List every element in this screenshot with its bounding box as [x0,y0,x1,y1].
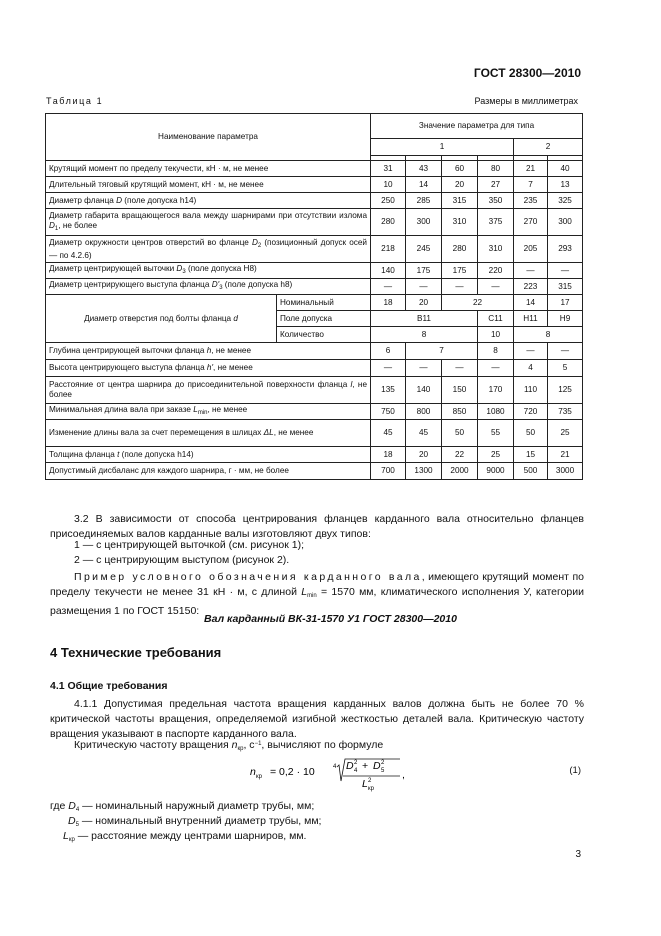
table-caption: Таблица 1 [46,96,104,106]
cell: — [371,279,406,295]
cell: — [478,360,514,377]
cell: 20 [406,295,442,311]
cell: 50 [514,420,548,447]
cell: 2000 [442,463,478,480]
table-row [46,420,583,447]
cell: 325 [548,193,583,209]
cell: 1080 [478,404,514,420]
paragraph-3-2: 3.2 В зависимости от способа центрирования фланцев карданного вала относительно фланцев присоединяемых валов карданные валы изготовляют двух типов: [50,513,584,540]
cell: 280 [371,209,406,236]
cell: — [406,279,442,295]
cell: — [478,279,514,295]
cell: 20 [442,177,478,193]
svg-text:5: 5 [381,768,385,774]
row-label: Глубина центрирующей выточки фланца h, не менее [46,343,371,360]
cell: 175 [406,263,442,279]
svg-text:D: D [373,760,381,772]
cell: 14 [514,295,548,311]
cell: 5 [548,360,583,377]
cell: 245 [406,236,442,263]
cell: B11 [371,311,478,327]
cell: 55 [478,420,514,447]
cell: — [548,263,583,279]
row-label: Высота центрирующего выступа фланца h', не менее [46,360,371,377]
cell: 125 [548,377,583,404]
critical-frequency-line: Критическую частоту вращения $n_{кр}$, $с^{-1}$, вычисляют по формуле [74,739,384,752]
where-lkp: $L_{кр}$ — расстояние между центрами шарниров, мм. [63,830,307,843]
table-units: Размеры в миллиметрах [474,96,578,106]
page-number: 3 [575,849,581,860]
cell: — [442,360,478,377]
cell: 310 [478,236,514,263]
svg-text:,: , [402,769,405,781]
table-row [46,295,583,311]
cell: 315 [442,193,478,209]
cell: 18 [371,447,406,463]
svg-text:L: L [362,778,368,790]
cell: 22 [442,295,514,311]
cell: 735 [548,404,583,420]
svg-text:4: 4 [333,764,337,770]
cell: 31 [371,161,406,177]
cell: 500 [514,463,548,480]
cell: 43 [406,161,442,177]
cell: 170 [478,377,514,404]
cell: 50 [442,420,478,447]
table-row [46,263,583,279]
example-paragraph: Пример условного обозначения карданного вала, имеющего крутящий момент по пределу текучести не менее 31 кН · м, с длиной $L_{min} = 1570$ мм, климатического исполнения У, категории размещения 1 по ГОСТ 15150: [50,571,585,617]
cell: 223 [514,279,548,295]
row-label: Диаметр центрирующего выступа фланца $D'_3$ (поле допуска h8) [46,279,371,295]
table-row [46,377,583,404]
cell: — [514,263,548,279]
cell: 140 [371,263,406,279]
cell: 7 [514,177,548,193]
type-2-item: 2 — с центрирующим выступом (рисунок 2). [74,554,290,566]
table-row [46,209,583,236]
cell: 18 [371,295,406,311]
cell: 4 [514,360,548,377]
section-4-1-heading: 4.1 Общие требования [50,680,168,692]
cell: 280 [442,236,478,263]
cell: 8 [514,327,583,343]
cell: 175 [442,263,478,279]
parameter-table [45,113,583,480]
svg-text:D: D [346,760,354,772]
cell: 8 [478,343,514,360]
row-label: Длительный тяговый крутящий момент, кН · м, не менее [46,177,371,193]
cell: 25 [548,420,583,447]
svg-text:2: 2 [368,778,372,784]
cell: C11 [478,311,514,327]
cell: 15 [514,447,548,463]
cell: 10 [371,177,406,193]
table-row [46,447,583,463]
sub-label: Номинальный [277,295,371,311]
cell: — [442,279,478,295]
cell: 9000 [478,463,514,480]
cell: 150 [442,377,478,404]
svg-text:+: + [362,760,369,772]
cell: 40 [548,161,583,177]
cell: 17 [548,295,583,311]
table-row [46,463,583,480]
cell: 300 [548,209,583,236]
cell: — [548,343,583,360]
example-designation: Вал карданный ВК-31-1570 У1 ГОСТ 28300—2010 [204,613,457,625]
cell: 220 [478,263,514,279]
cell: 850 [442,404,478,420]
cell: 285 [406,193,442,209]
row-label: Толщина фланца t (поле допуска h14) [46,447,371,463]
cell: 1300 [406,463,442,480]
cell: — [514,343,548,360]
cell: 6 [371,343,406,360]
cell: 7 [406,343,478,360]
cell: 45 [371,420,406,447]
cell: 315 [548,279,583,295]
table-row [46,343,583,360]
cell: 8 [371,327,478,343]
cell: 14 [406,177,442,193]
row-label: Минимальная длина вала при заказе $L_{min}$, не менее [46,404,371,420]
table-row [46,236,583,263]
section-4-heading: 4 Технические требования [50,645,222,660]
svg-text:кр: кр [256,774,262,780]
paragraph-4-1-1: 4.1.1 Допустимая предельная частота вращения карданных валов должна быть не более 70 % критической частоты вращения, определяемой изгибной жесткостью деталей вала. Критическую частоту вращения указывают в паспорте карданного вала. [50,698,584,740]
row-label: Расстояние от центра шарнира до присоединительной поверхности фланца l, не более [46,377,371,404]
cell: 235 [514,193,548,209]
row-label: Диаметр габарита вращающегося вала между шарнирами при отсутствии излома $D_1$, не более [46,209,371,236]
cell: 250 [371,193,406,209]
cell: 110 [514,377,548,404]
cell: 10 [478,327,514,343]
cell: 350 [478,193,514,209]
cell: H11 [514,311,548,327]
table-row [46,177,583,193]
cell: 750 [371,404,406,420]
header-type-2: 2 [514,139,583,156]
cell: 27 [478,177,514,193]
sub-label: Количество [277,327,371,343]
cell: 20 [406,447,442,463]
cell: 800 [406,404,442,420]
cell: — [371,360,406,377]
row-label: Диаметр центрирующей выточки $D_3$ (поле допуска H8) [46,263,371,279]
cell: 13 [548,177,583,193]
cell: 45 [406,420,442,447]
sub-label: Поле допуска [277,311,371,327]
row-label: Диаметр окружности центров отверстий во фланце $D_2$ (позиционный допуск осей — по 4.2.6) [46,236,371,263]
row-label: Диаметр фланца D (поле допуска h14) [46,193,371,209]
cell: 21 [548,447,583,463]
table-row [46,360,583,377]
header-value-title: Значение параметра для типа [371,114,583,139]
cell: 700 [371,463,406,480]
type-1-item: 1 — с центрирующей выточкой (см. рисунок 1); [74,539,305,551]
cell: 140 [406,377,442,404]
row-label: Диаметр отверстия под болты фланца d [46,295,277,343]
svg-text:2: 2 [354,760,358,766]
cell: 310 [442,209,478,236]
table-row [46,279,583,295]
cell: 270 [514,209,548,236]
cell: H9 [548,311,583,327]
cell: 80 [478,161,514,177]
cell: 60 [442,161,478,177]
svg-text:2: 2 [381,760,385,766]
svg-text:4: 4 [354,768,358,774]
table-row [46,404,583,420]
cell: 21 [514,161,548,177]
cell: 25 [478,447,514,463]
cell: 720 [514,404,548,420]
cell: 22 [442,447,478,463]
row-label: Крутящий момент по пределу текучести, кН · м, не менее [46,161,371,177]
where-d5: $D_5$ — номинальный внутренний диаметр трубы, мм; [68,815,322,828]
row-label: Допустимый дисбаланс для каждого шарнира, г · мм, не более [46,463,371,480]
cell: 3000 [548,463,583,480]
critical-speed-formula [250,757,430,797]
cell: 218 [371,236,406,263]
cell: 375 [478,209,514,236]
table-row [46,161,583,177]
equation-number: (1) [569,765,581,776]
svg-text:= 0,2 · 10: = 0,2 · 10 [270,766,315,778]
document-id: ГОСТ 28300—2010 [473,66,581,80]
cell: 293 [548,236,583,263]
header-type-1: 1 [371,139,514,156]
cell: 300 [406,209,442,236]
row-label: Изменение длины вала за счет перемещения в шлицах ΔL, не менее [46,420,371,447]
cell: — [406,360,442,377]
header-param-name: Наименование параметра [46,114,371,161]
svg-text:n: n [250,766,256,778]
cell: 135 [371,377,406,404]
where-d4: где $D_4$ — номинальный наружный диаметр трубы, мм; [50,800,315,813]
svg-text:кр: кр [368,786,374,792]
cell: 205 [514,236,548,263]
table-row [46,193,583,209]
